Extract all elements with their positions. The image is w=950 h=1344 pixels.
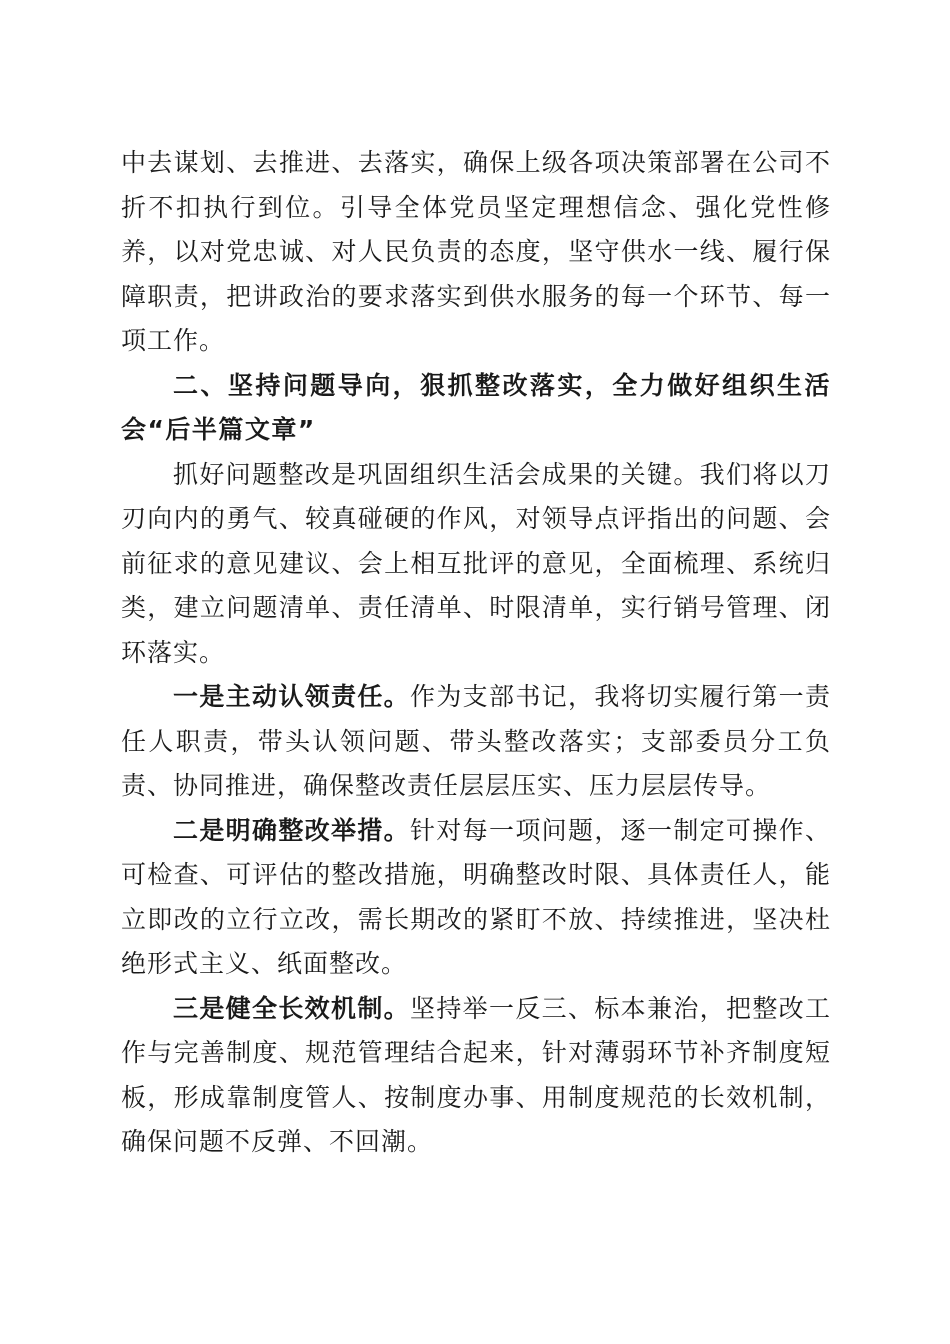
intro-paragraph: 抓好问题整改是巩固组织生活会成果的关键。我们将以刀刃向内的勇气、较真碰硬的作风，对领导点评指出的问题、会前征求的意见建议、会上相互批评的意见，全面梳理、系统归类，建立问题清单、责任清单、时限清单，实行销号管理、闭环落实。 [121,459,831,667]
document-body [121,141,831,1165]
measure-body: 针对每一项问题，逐一制定可操作、可检查、可评估的整改措施，明确整改时限、具体责任人，能立即改的立行立改，需长期改的紧盯不放、持续推进，坚决杜绝形式主义、纸面整改。 [121,815,831,978]
measure-paragraph-3 [121,987,831,1165]
measure-paragraph-1 [121,675,831,809]
measure-lead: 三是健全长效机制。 [173,993,410,1023]
section-heading: 二、坚持问题导向，狠抓整改落实，全力做好组织生活会“后半篇文章” [121,370,831,444]
measure-paragraph-2 [121,809,831,987]
measure-body: 作为支部书记，我将切实履行第一责任人职责，带头认领问题、带头整改落实；支部委员分工负责、协同推进，确保整改责任层层压实、压力层层传导。 [121,682,831,800]
measure-lead: 二是明确整改举措。 [173,815,410,845]
measure-body: 坚持举一反三、标本兼治，把整改工作与完善制度、规范管理结合起来，针对薄弱环节补齐制度短板，形成靠制度管人、按制度办事、用制度规范的长效机制，确保问题不反弹、不回潮。 [121,993,831,1156]
continuation-paragraph: 中去谋划、去推进、去落实，确保上级各项决策部署在公司不折不扣执行到位。引导全体党员坚定理想信念、强化党性修养，以对党忠诚、对人民负责的态度，坚守供水一线、履行保障职责，把讲政治的要求落实到供水服务的每一个环节、每一项工作。 [121,148,831,355]
measure-lead: 一是主动认领责任。 [173,682,410,711]
